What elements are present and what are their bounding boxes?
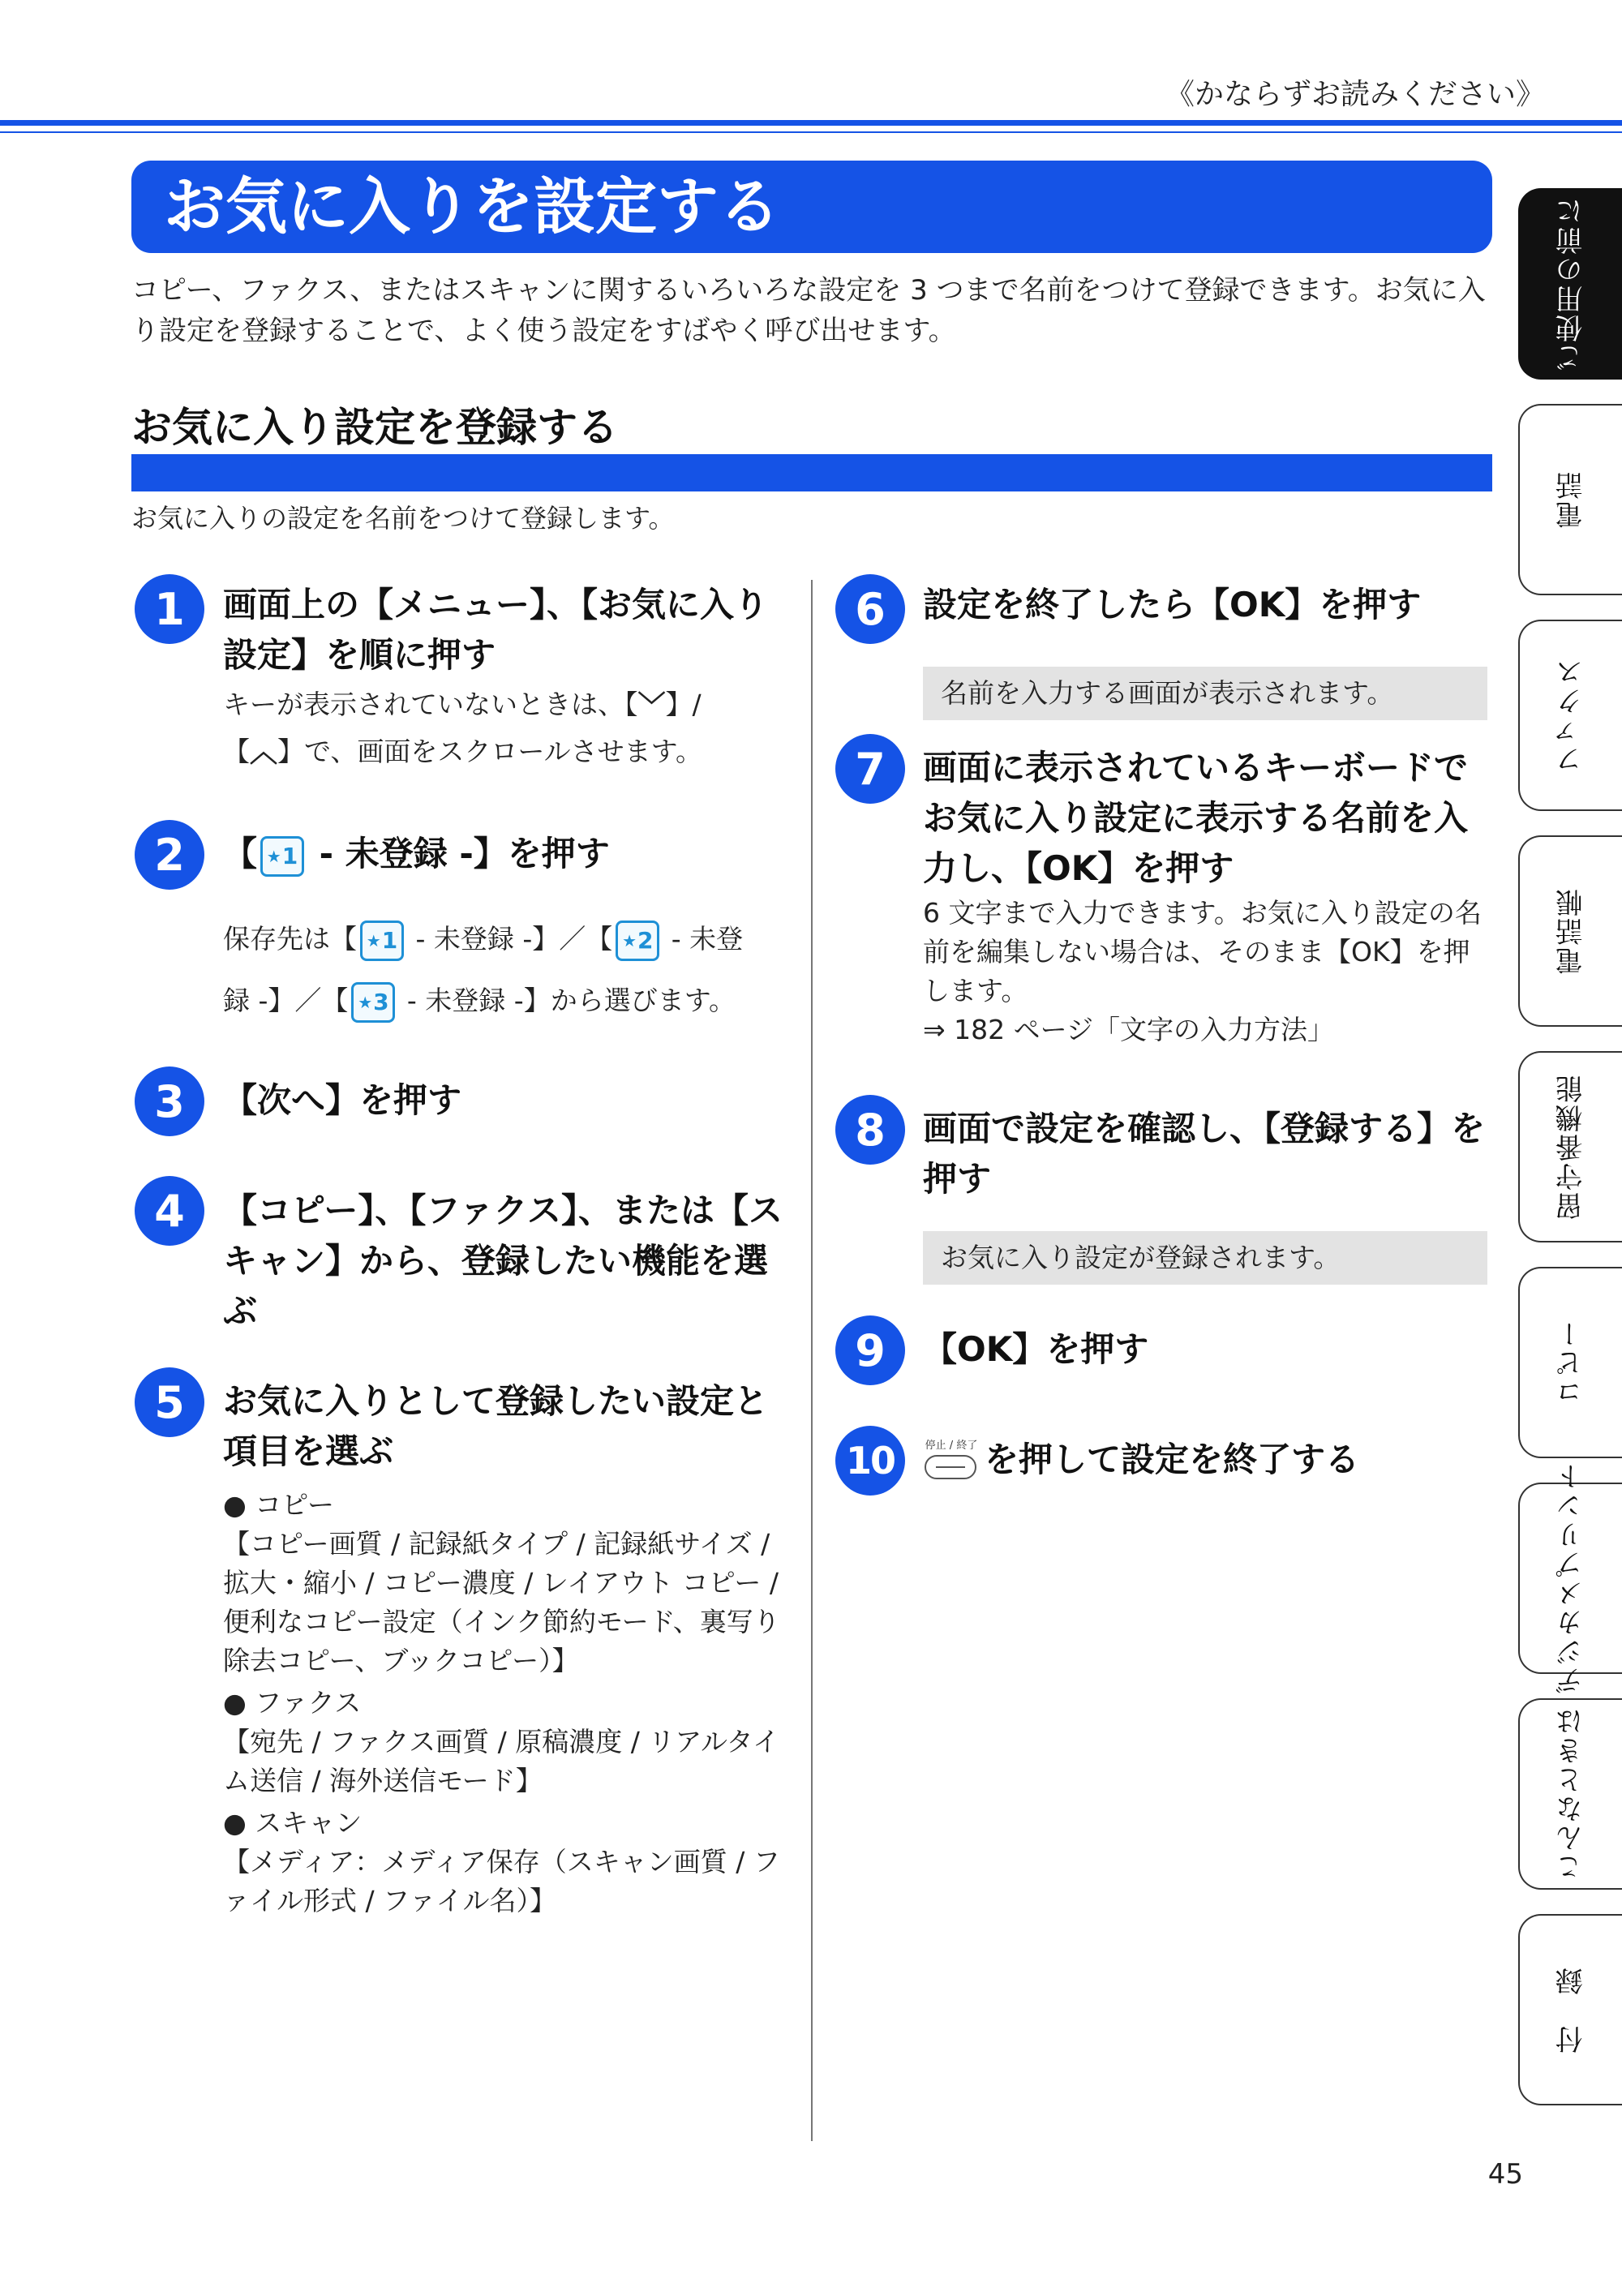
- column-divider: [811, 580, 813, 2141]
- section-bar: [131, 454, 1492, 491]
- header-note: 《かならずお読みください》: [1165, 78, 1545, 111]
- header-rule-thin: [0, 131, 1622, 133]
- tab-troubleshooting[interactable]: こんなときは: [1518, 1698, 1622, 1890]
- favorite-2-icon: ★ 2: [616, 921, 659, 961]
- step-number-7: 7: [835, 734, 905, 804]
- intro-text: コピー、ファクス、またはスキャンに関するいろいろな設定を 3 つまで名前をつけて登録できます。お気に入り設定を登録することで、よく使う設定をすばやく呼び出せます。: [131, 274, 1486, 347]
- step-7-body: 6 文字まで入力できます。お気に入り設定の名前を編集しない場合は、そのまま【OK】を押します。 ⇒ 182 ページ「文字の入力方法」: [923, 894, 1491, 1049]
- step-2-title: 【 ★ 1 - 未登録 -】を押す: [223, 829, 807, 879]
- step-5-title: お気に入りとして登録したい設定と項目を選ぶ: [223, 1381, 769, 1471]
- header-rule: [0, 120, 1622, 126]
- step-6-title: 設定を終了したら【OK】を押す: [923, 585, 1422, 624]
- fax-items: 【宛先 / ファクス画質 / 原稿濃度 / リアルタイム送信 / 海外送信モード】: [223, 1726, 780, 1796]
- tab-appendix[interactable]: 付 録: [1518, 1914, 1622, 2105]
- step-1-title: 画面上の【メニュー】、【お気に入り設定】を順に押す: [223, 585, 769, 675]
- tab-before-use[interactable]: ご使用の前に: [1518, 188, 1622, 380]
- tab-answering[interactable]: 留守番機能: [1518, 1051, 1622, 1242]
- step-number-6: 6: [835, 574, 905, 644]
- step-number-1: 1: [135, 574, 204, 644]
- step-8-note: お気に入り設定が登録されます。: [923, 1231, 1487, 1285]
- step-number-8: 8: [835, 1095, 905, 1165]
- step-number-4: 4: [135, 1176, 204, 1246]
- scan-items: 【メディア：メディア保存（スキャン画質 / ファイル形式 / ファイル名）】: [223, 1846, 780, 1916]
- step-number-9: 9: [835, 1315, 905, 1385]
- step-2-body: 保存先は【 ★ 1 - 未登録 -】／【 ★ 2 - 未登 録 -】／【 ★ 3 - 未登録 -】から選びます。: [223, 908, 807, 1032]
- down-chevron-icon: ﹀: [637, 689, 666, 723]
- section-heading: お気に入り設定を登録する: [131, 404, 618, 451]
- stop-exit-key-icon: 停止 / 終了: [923, 1440, 980, 1484]
- fax-label: ● ファクス: [223, 1687, 362, 1719]
- step-number-10: 10: [835, 1426, 905, 1496]
- copy-label: ● コピー: [223, 1489, 334, 1521]
- step-8-title: 画面で設定を確認し、【登録する】を押す: [923, 1109, 1486, 1199]
- step-number-2: 2: [135, 820, 204, 890]
- copy-items: 【コピー画質 / 記録紙タイプ / 記録紙サイズ / 拡大・縮小 / コピー濃度 / レイアウト コピー / 便利なコピー設定（インク節約モード、裏写り除去コピー、ブックコピー）】: [223, 1528, 780, 1676]
- favorite-3-icon: ★ 3: [351, 982, 395, 1023]
- tab-phonebook[interactable]: 電話帳: [1518, 835, 1622, 1027]
- step-9-title: 【OK】を押す: [923, 1329, 1149, 1369]
- page-reference: ⇒ 182 ページ「文字の入力方法」: [923, 1014, 1334, 1045]
- tab-phone[interactable]: 電話: [1518, 404, 1622, 595]
- page-title: お気に入りを設定する: [131, 161, 1492, 253]
- favorite-1-icon: ★ 1: [360, 921, 404, 961]
- scan-label: ● スキャン: [223, 1807, 363, 1839]
- step-5-body: [223, 1486, 795, 1920]
- tab-photo-print[interactable]: デジカメプリント: [1518, 1483, 1622, 1674]
- favorite-1-icon: ★ 1: [260, 836, 304, 877]
- step-1-body: キーが表示されていないときは、【﹀】/ 【︿】で、画面をスクロールさせます。: [223, 682, 791, 775]
- step-4-title: 【コピー】、【ファクス】、または【スキャン】から、登録したい機能を選ぶ: [223, 1191, 783, 1331]
- step-7-title: 画面に表示されているキーボードでお気に入り設定に表示する名前を入力し、【OK】を押す: [923, 748, 1469, 888]
- tab-fax[interactable]: ファクス: [1518, 620, 1622, 811]
- tab-copy[interactable]: コピー: [1518, 1267, 1622, 1458]
- step-number-5: 5: [135, 1367, 204, 1437]
- section-intro: お気に入りの設定を名前をつけて登録します。: [131, 503, 675, 534]
- page-number: 45: [1487, 2158, 1523, 2191]
- step-number-3: 3: [135, 1066, 204, 1136]
- step-6-note: 名前を入力する画面が表示されます。: [923, 667, 1487, 720]
- up-chevron-icon: ︿: [250, 736, 277, 769]
- step-10-title: 停止 / 終了 を押して設定を終了する: [923, 1435, 1495, 1485]
- step-3-title: 【次へ】を押す: [223, 1080, 462, 1120]
